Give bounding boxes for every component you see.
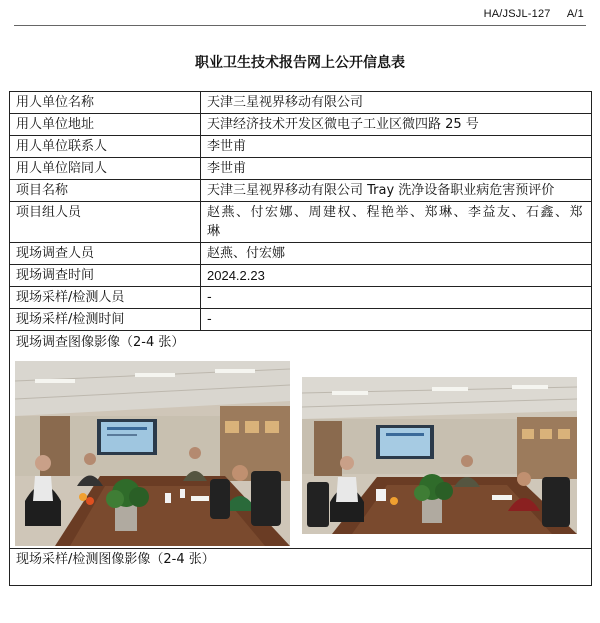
row-value: 赵燕、付宏娜 [201, 243, 592, 265]
row-value: 天津经济技术开发区微电子工业区微四路 25 号 [201, 114, 592, 136]
survey-photos-row [10, 331, 592, 549]
table-row [10, 202, 592, 243]
row-label: 用人单位地址 [10, 114, 201, 136]
table-row [10, 180, 592, 202]
row-value: - [201, 287, 592, 309]
row-label: 用人单位联系人 [10, 136, 201, 158]
table-row [10, 287, 592, 309]
info-table [9, 91, 592, 586]
document-title: 职业卫生技术报告网上公开信息表 [195, 55, 405, 71]
row-label: 项目组人员 [10, 202, 201, 243]
row-value: - [201, 309, 592, 331]
sampling-photos-label: 现场采样/检测图像影像（2-4 张） [16, 552, 215, 567]
survey-photos-cell [10, 331, 592, 549]
row-label: 现场采样/检测时间 [10, 309, 201, 331]
row-value: 天津三星视界移动有限公司 [201, 92, 592, 114]
row-label: 现场调查人员 [10, 243, 201, 265]
meeting-photo-1 [15, 361, 290, 546]
row-label: 项目名称 [10, 180, 201, 202]
row-label: 用人单位名称 [10, 92, 201, 114]
table-row [10, 158, 592, 180]
row-value: 赵燕、付宏娜、周建权、程艳举、郑琳、李益友、石鑫、郑琳 [201, 202, 592, 243]
row-label: 现场调查时间 [10, 265, 201, 287]
row-value: 2024.2.23 [201, 265, 592, 287]
row-value: 李世甫 [201, 158, 592, 180]
row-value: 李世甫 [201, 136, 592, 158]
table-row [10, 243, 592, 265]
document-code: HA/JSJL-127 A/1 [483, 8, 584, 20]
table-row [10, 265, 592, 287]
header-rule [14, 25, 586, 26]
survey-photos-label: 现场调查图像影像（2-4 张） [16, 335, 185, 350]
meeting-photo-2 [302, 377, 577, 534]
table-row [10, 114, 592, 136]
row-label: 现场采样/检测人员 [10, 287, 201, 309]
table-row [10, 309, 592, 331]
sampling-photos-cell [10, 549, 592, 586]
table-row [10, 92, 592, 114]
row-value: 天津三星视界移动有限公司 Tray 洗净设备职业病危害预评价 [201, 180, 592, 202]
row-label: 用人单位陪同人 [10, 158, 201, 180]
table-row [10, 136, 592, 158]
sampling-photos-row [10, 549, 592, 586]
